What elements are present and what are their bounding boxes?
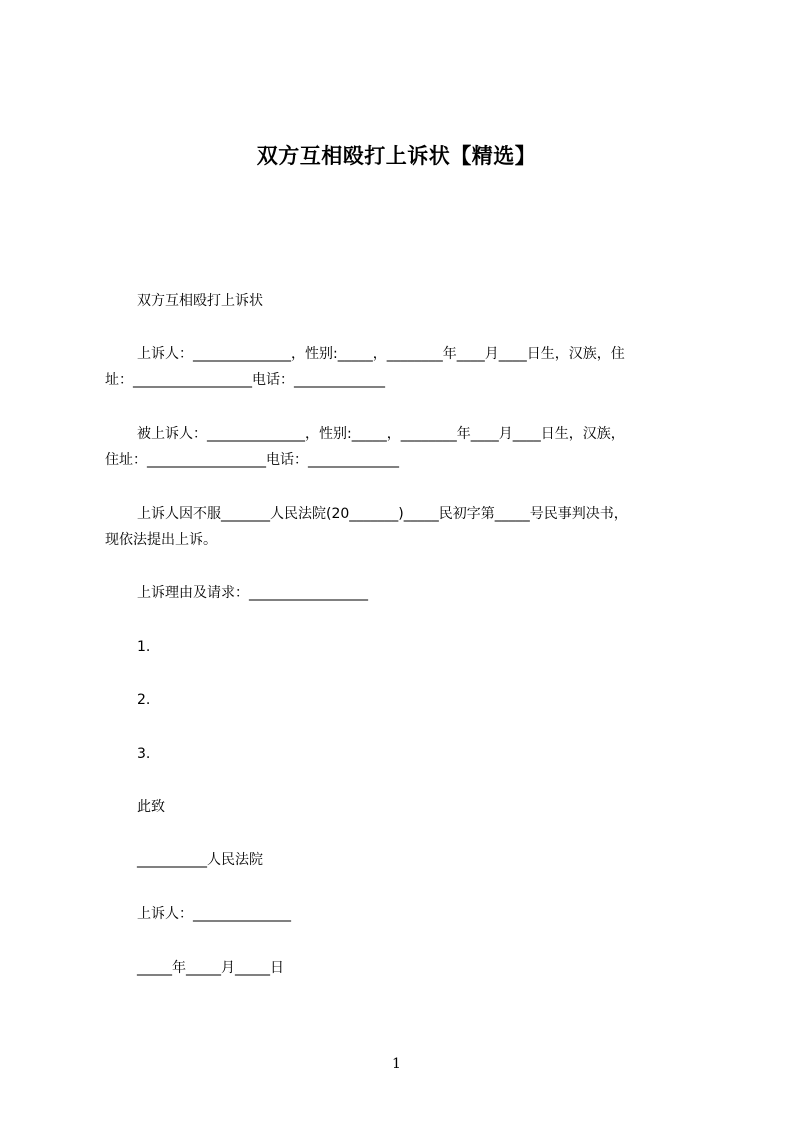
appellant-line-2: 址：_________________电话：_____________ bbox=[105, 372, 385, 388]
court-line bbox=[105, 847, 737, 873]
appellant-paragraph bbox=[105, 341, 705, 393]
reason-item-1 bbox=[105, 634, 737, 660]
reasons-heading bbox=[105, 580, 737, 606]
reason-item-number: 2. bbox=[137, 692, 151, 708]
appeal-statement-line-2: 现依法提出上诉。 bbox=[105, 532, 217, 548]
reason-item-3 bbox=[105, 741, 737, 767]
appeal-statement-paragraph bbox=[105, 501, 705, 553]
court-text: __________人民法院 bbox=[137, 852, 263, 868]
document-title: 双方互相殴打上诉状【精选】 bbox=[256, 144, 537, 168]
closing bbox=[105, 794, 737, 820]
appellee-line-1: 被上诉人：______________，性别:_____，________年____月____日生，汉族， bbox=[137, 426, 625, 442]
closing-text: 此致 bbox=[137, 799, 165, 815]
reason-item-2 bbox=[105, 687, 737, 713]
document-subtitle bbox=[105, 288, 737, 314]
reason-item-number: 3. bbox=[137, 746, 151, 762]
subtitle-text: 双方互相殴打上诉状 bbox=[137, 293, 263, 309]
appellee-paragraph bbox=[105, 421, 705, 473]
reasons-heading-text: 上诉理由及请求：_________________ bbox=[137, 585, 368, 601]
signature-line bbox=[105, 901, 737, 927]
page-number: 1 bbox=[392, 1056, 401, 1072]
signature-text: 上诉人：______________ bbox=[137, 906, 291, 922]
appellant-line-1: 上诉人：______________，性别:_____，________年____月____日生，汉族，住 bbox=[137, 346, 625, 362]
date-line bbox=[105, 955, 737, 981]
date-text: _____年_____月_____日 bbox=[137, 960, 284, 976]
appeal-statement-line-1: 上诉人因不服_______人民法院(20_______)_____民初字第_____号民事判决书， bbox=[137, 506, 628, 522]
reason-item-number: 1. bbox=[137, 639, 151, 655]
appellee-line-2: 住址：_________________电话：_____________ bbox=[105, 452, 399, 468]
